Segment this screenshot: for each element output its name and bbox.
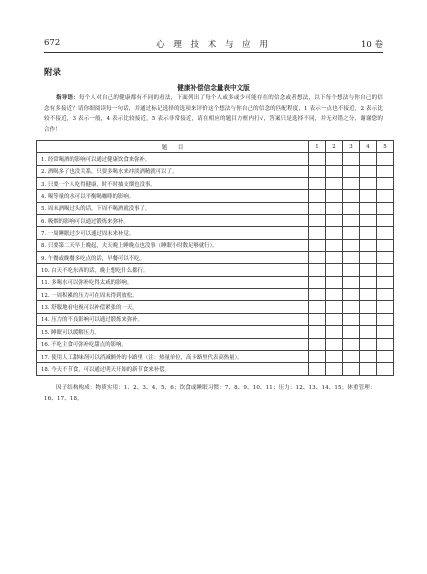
- item-text: 6. 吸烟的影响可以通过锻炼来弥补。: [37, 215, 309, 227]
- table-row: [37, 227, 394, 239]
- answer-cell[interactable]: [377, 227, 394, 239]
- answer-cell[interactable]: [343, 350, 360, 362]
- answer-cell[interactable]: [360, 202, 377, 214]
- table-row: [37, 153, 394, 165]
- item-text: 13. 舒服地看电视可以补偿紧张的一天。: [37, 301, 309, 313]
- answer-cell[interactable]: [360, 252, 377, 264]
- item-text: 4. 喝等量的水可以平衡喝咖啡的影响。: [37, 190, 309, 202]
- table-row: [37, 276, 394, 288]
- answer-cell[interactable]: [343, 313, 360, 325]
- answer-cell[interactable]: [309, 252, 326, 264]
- item-text: 9. 午餐或晚餐多吃点的话，早餐可以不吃。: [37, 252, 309, 264]
- answer-cell[interactable]: [343, 338, 360, 350]
- table-row: [37, 252, 394, 264]
- answer-cell[interactable]: [377, 289, 394, 301]
- answer-cell[interactable]: [377, 338, 394, 350]
- answer-cell[interactable]: [309, 276, 326, 288]
- answer-cell[interactable]: [377, 190, 394, 202]
- appendix-heading: 附录: [44, 68, 62, 78]
- answer-cell[interactable]: [326, 190, 343, 202]
- answer-cell[interactable]: [360, 301, 377, 313]
- table-row: [37, 350, 394, 362]
- answer-cell[interactable]: [343, 363, 360, 375]
- answer-cell[interactable]: [309, 178, 326, 190]
- table-row: [37, 301, 394, 313]
- answer-cell[interactable]: [360, 227, 377, 239]
- answer-cell[interactable]: [309, 153, 326, 165]
- answer-cell[interactable]: [343, 301, 360, 313]
- answer-cell[interactable]: [343, 178, 360, 190]
- answer-cell[interactable]: [343, 190, 360, 202]
- answer-cell[interactable]: [360, 338, 377, 350]
- answer-cell[interactable]: [377, 313, 394, 325]
- item-text: 15. 睡眠可以缓解压力。: [37, 326, 309, 338]
- factor-structure-note: 因子结构构成：物质实用：1、2、3、4、5、6；饮食或睡眠习惯：7、8、9、10、11；压力：12、13、14、15；体重管理：16、17、18。: [44, 385, 376, 402]
- answer-cell[interactable]: [360, 239, 377, 251]
- answer-cell[interactable]: [377, 264, 394, 276]
- answer-cell[interactable]: [326, 338, 343, 350]
- answer-cell[interactable]: [309, 363, 326, 375]
- page-number: 672: [44, 38, 61, 48]
- scale-point-header: 1: [309, 141, 326, 153]
- item-text: 5. 周末酒喝过头的话，下周不喝酒就没事了。: [37, 202, 309, 214]
- answer-cell[interactable]: [326, 215, 343, 227]
- scale-point-header: 5: [377, 141, 394, 153]
- item-column-header: 题 目: [37, 141, 309, 153]
- item-text: 10. 白天不吃东西的话，晚上想吃什么都行。: [37, 264, 309, 276]
- answer-cell[interactable]: [309, 215, 326, 227]
- answer-cell[interactable]: [360, 190, 377, 202]
- answer-cell[interactable]: [343, 252, 360, 264]
- item-text: 1. 经常喝酒的影响可以通过健康饮食来弥补。: [37, 153, 309, 165]
- item-text: 3. 只要一个人吃得健康，时不时抽支烟也没事。: [37, 178, 309, 190]
- answer-cell[interactable]: [326, 301, 343, 313]
- answer-cell[interactable]: [377, 215, 394, 227]
- answer-cell[interactable]: [360, 363, 377, 375]
- answer-cell[interactable]: [309, 227, 326, 239]
- answer-cell[interactable]: [326, 326, 343, 338]
- table-header-row: [37, 141, 394, 153]
- running-header: [44, 38, 383, 53]
- item-text: 2. 酒喝多了也没关系，只要多喝水来冲淡酒精就可以了。: [37, 165, 309, 177]
- item-text: 8. 只要第二天早上晚起，夫天晚上睡晚点也没事（睡眠小时数足够就行）。: [37, 239, 309, 251]
- table-row: [37, 363, 394, 375]
- answer-cell[interactable]: [360, 153, 377, 165]
- answer-cell[interactable]: [326, 252, 343, 264]
- answer-cell[interactable]: [326, 178, 343, 190]
- answer-cell[interactable]: [360, 350, 377, 362]
- item-text: 7. 一周睡眠过少可以通过周末来补觉。: [37, 227, 309, 239]
- item-text: 16. 不吃主食可弥补吃甜点的影响。: [37, 338, 309, 350]
- answer-cell[interactable]: [343, 202, 360, 214]
- table-row: [37, 215, 394, 227]
- answer-cell[interactable]: [343, 215, 360, 227]
- answer-cell[interactable]: [343, 153, 360, 165]
- answer-cell[interactable]: [360, 313, 377, 325]
- answer-cell[interactable]: [326, 363, 343, 375]
- item-text: 18. 今天不节食，可以通过明天开始的新节食来补偿。: [37, 363, 309, 375]
- answer-cell[interactable]: [309, 289, 326, 301]
- answer-cell[interactable]: [377, 301, 394, 313]
- answer-cell[interactable]: [343, 326, 360, 338]
- table-row: [37, 190, 394, 202]
- answer-cell[interactable]: [309, 264, 326, 276]
- answer-cell[interactable]: [377, 276, 394, 288]
- answer-cell[interactable]: [326, 350, 343, 362]
- table-row: [37, 326, 394, 338]
- answer-cell[interactable]: [343, 264, 360, 276]
- scale-point-header: 2: [326, 141, 343, 153]
- item-text: 14. 压力的不良影响可以通过锻炼来弥补。: [37, 313, 309, 325]
- answer-cell[interactable]: [377, 178, 394, 190]
- answer-cell[interactable]: [309, 165, 326, 177]
- scale-title: 健康补偿信念量表中文版: [177, 84, 250, 92]
- answer-cell[interactable]: [343, 289, 360, 301]
- instructions-lead: 指导语：: [56, 95, 79, 101]
- answer-cell[interactable]: [360, 326, 377, 338]
- table-row: [37, 264, 394, 276]
- answer-cell[interactable]: [309, 239, 326, 251]
- answer-cell[interactable]: [309, 338, 326, 350]
- journal-title: 心 理 技 术 与 应 用: [156, 40, 271, 50]
- answer-cell[interactable]: [343, 227, 360, 239]
- answer-cell[interactable]: [377, 165, 394, 177]
- answer-cell[interactable]: [377, 202, 394, 214]
- table-row: [37, 313, 394, 325]
- answer-cell[interactable]: [360, 289, 377, 301]
- answer-cell[interactable]: [377, 252, 394, 264]
- answer-cell[interactable]: [326, 227, 343, 239]
- answer-cell[interactable]: [377, 239, 394, 251]
- answer-cell[interactable]: [377, 363, 394, 375]
- table-row: [37, 165, 394, 177]
- answer-cell[interactable]: [326, 289, 343, 301]
- item-text: 17. 使用人工甜味剂可以消减额外的卡路里（注：热量单位，高卡路里代表高热量）。: [37, 350, 309, 362]
- table-row: [37, 289, 394, 301]
- answer-cell[interactable]: [309, 350, 326, 362]
- answer-cell[interactable]: [360, 276, 377, 288]
- answer-cell[interactable]: [326, 153, 343, 165]
- answer-cell[interactable]: [343, 276, 360, 288]
- answer-cell[interactable]: [326, 239, 343, 251]
- volume-number: 10 卷: [360, 40, 383, 50]
- scale-point-header: 3: [343, 141, 360, 153]
- answer-cell[interactable]: [360, 215, 377, 227]
- answer-cell[interactable]: [377, 326, 394, 338]
- answer-cell[interactable]: [326, 313, 343, 325]
- instructions-paragraph: [44, 93, 383, 135]
- answer-cell[interactable]: [309, 326, 326, 338]
- instructions-text: 每个人对自己的健康都有不同的看法，下面列出了每个人或多或少可能存在的信念或者想法，以下每个想法与你自己的信念有多接近？请你细阅读每一句话，并通过标记选择的选项来评价这个想法与你自己的信念的匹配程度，1 表示一点也不接近，2 表示比较不接近，3 表示一般，4 表示比较接近，5 表示非常接近，请在相应的题目方框内打√，答案只是选择不同，并无对错之分，谢谢您的合作！: [44, 95, 383, 133]
- answer-cell[interactable]: [377, 350, 394, 362]
- table-row: [37, 239, 394, 251]
- answer-cell[interactable]: [309, 313, 326, 325]
- answer-cell[interactable]: [360, 264, 377, 276]
- table-row: [37, 202, 394, 214]
- answer-cell[interactable]: [309, 301, 326, 313]
- scale-point-header: 4: [360, 141, 377, 153]
- answer-cell[interactable]: [326, 276, 343, 288]
- answer-cell[interactable]: [309, 190, 326, 202]
- answer-cell[interactable]: [360, 178, 377, 190]
- answer-cell[interactable]: [309, 202, 326, 214]
- answer-cell[interactable]: [360, 165, 377, 177]
- item-text: 12. 一周积累的压力可在周末得到放松。: [37, 289, 309, 301]
- answer-cell[interactable]: [377, 153, 394, 165]
- answer-cell[interactable]: [343, 165, 360, 177]
- answer-cell[interactable]: [343, 239, 360, 251]
- answer-cell[interactable]: [326, 202, 343, 214]
- table-row: [37, 178, 394, 190]
- questionnaire-table: [36, 140, 394, 376]
- answer-cell[interactable]: [326, 264, 343, 276]
- table-row: [37, 338, 394, 350]
- item-text: 11. 多喝水可以弥补吃得太咸的影响。: [37, 276, 309, 288]
- answer-cell[interactable]: [326, 165, 343, 177]
